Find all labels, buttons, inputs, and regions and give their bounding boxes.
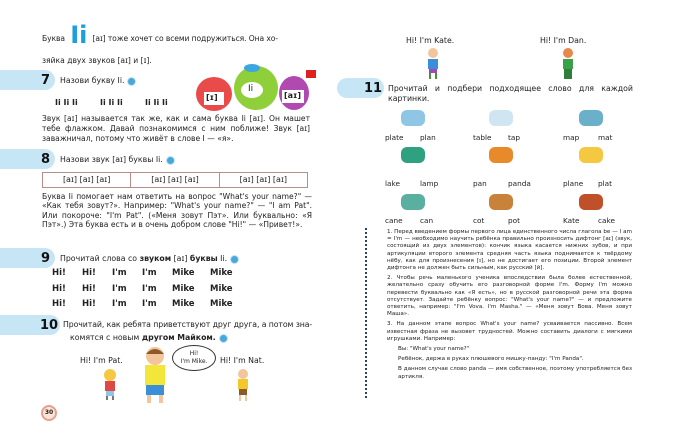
word-item: Mike (210, 284, 233, 294)
word-item: I'm (112, 299, 127, 309)
exercise-7-task (60, 76, 136, 86)
word-option[interactable]: table (473, 133, 492, 142)
word-item: I'm (112, 268, 127, 278)
speech-bubble (172, 345, 216, 371)
word-option[interactable]: map (563, 133, 580, 142)
picture-lamp (397, 143, 429, 167)
sound-cell: [aɪ] [aɪ] [aɪ] (43, 173, 131, 187)
letter-group: Ii Ii Ii (55, 98, 78, 107)
exercise-10-number: 10 (40, 318, 59, 333)
word-option[interactable]: Kate (563, 216, 580, 225)
task-text: Ii. (220, 254, 228, 263)
task-text: Назови звук [aɪ] буквы Ii. (60, 155, 163, 164)
word-item: Mike (172, 284, 195, 294)
bubble-line: Hi! (189, 350, 199, 357)
dan-greeting: Hi! I'm Dan. (540, 36, 587, 45)
word-item: Hi! (52, 299, 66, 309)
audio-icon[interactable] (230, 255, 239, 264)
exercise-9-task (60, 254, 239, 264)
audio-icon[interactable] (166, 156, 175, 165)
word-option[interactable]: mat (598, 133, 613, 142)
exercise-11-task: Прочитай и подбери подходящее слово для каждой картинки. (388, 84, 633, 103)
word-option[interactable]: lake (385, 179, 400, 188)
word-item: Mike (210, 299, 233, 309)
big-letter: Ii (70, 21, 88, 49)
word-item: I'm (142, 284, 157, 294)
note-article: В данном случае слово panda — имя собственное, поэтому употребляется без артикля. (398, 366, 632, 380)
word-option[interactable]: can (420, 216, 434, 225)
intro-rest: [aɪ] тоже хочет со всеми подружиться. Она хо- (92, 34, 278, 43)
exercise-7-number: 7 (41, 73, 51, 88)
intro-line1 (42, 21, 278, 49)
monster-label: [ɪ] (206, 93, 218, 102)
picture-panda (485, 143, 517, 167)
bubble-line: I'm Mike. (180, 358, 208, 365)
note-2: 2. Чтобы речь маленького ученика впоследствии была более естественной, желательно сразу обучить его разговорной форме I'm. Форму I'm можно перевести буквально как «Я есть», но в русской разговорной речи эта форма отсутствует. Задайте ребёнку вопрос: "What's your name?" — и предложите ответить, например: "I'm Vova. I'm Masha." — «Меня зовут Вова. Меня зовут Маша». (387, 275, 632, 318)
word-item: Hi! (82, 299, 96, 309)
word-item: Mike (172, 268, 195, 278)
picture-cake (575, 190, 607, 214)
note-example-child: Ребёнок, держа в руках плюшевого мишку-панду: "I'm Panda". (398, 356, 584, 363)
monster-label: [aɪ] (284, 91, 302, 100)
notes-divider (365, 228, 367, 398)
exercise-11-number: 11 (364, 81, 383, 96)
word-option[interactable]: tap (508, 133, 520, 142)
intro-word: Буква (42, 34, 65, 43)
letter-group: Ii Ii Ii (145, 98, 168, 107)
picture-tap (485, 106, 517, 130)
word-option[interactable]: cane (385, 216, 403, 225)
boy-mike-illustration (138, 346, 172, 404)
word-option[interactable]: pan (473, 179, 487, 188)
girl-pat-illustration (95, 368, 125, 400)
task-bold: звуком (139, 254, 172, 263)
audio-icon[interactable] (219, 334, 228, 343)
task-bold: другом Майком. (141, 333, 216, 342)
word-option[interactable]: pot (508, 216, 520, 225)
word-option[interactable]: plane (563, 179, 584, 188)
exercise-10-task-line2 (70, 333, 228, 343)
note-3: 3. На данном этапе вопрос What's your name? усваивается пассивно. Всем известная фраза не вызовет трудностей. Можно составить диалоги с мягкими игрушками. Например: (387, 321, 632, 342)
word-option[interactable]: cake (598, 216, 615, 225)
word-option[interactable]: panda (508, 179, 531, 188)
boy-nat-illustration (232, 368, 254, 402)
picture-plan (397, 106, 429, 130)
audio-icon[interactable] (127, 77, 136, 86)
word-item: Hi! (82, 284, 96, 294)
task-text: комятся с новым (70, 333, 140, 342)
sound-cell: [aɪ] [aɪ] [aɪ] (239, 175, 288, 184)
letter-group: Ii Ii Ii (100, 98, 123, 107)
sound-table (42, 172, 308, 188)
note-1: 1. Перед введением формы первого лица единственного числа глагола be — I am = I'm — необходимо научить ребёнка правильно произносить дифтонг [aɪ] (звук, состоящий из двух элементов): кончик языка касается нижних зубов, и при артикуляции второго элемента средняя часть языка поднимается к твёрдому нёбу, как для произнесения [ɪ], но не достигает его позиции. Второй элемент дифтонга не должен быть сильным, как русский [й]. (387, 229, 632, 272)
girl-kate-illustration (420, 47, 446, 79)
word-item: Mike (210, 268, 233, 278)
paragraph-sound: Звук [aɪ] называется так же, как и сама буква Ii [aɪ]. Он машет тебе флажком. Давай познакомимся с ним поближе! Звук [aɪ] заважничал, потому что живёт в слове I — «я». (42, 114, 310, 143)
kate-greeting: Hi! I'm Kate. (406, 36, 455, 45)
word-option[interactable]: cot (473, 216, 485, 225)
boy-dan-illustration (555, 47, 581, 81)
exercise-8-task (60, 155, 175, 165)
task-text: Назови букву Ii. (60, 76, 125, 85)
teacher-notes (387, 229, 632, 384)
picture-can (397, 190, 429, 214)
monster-label: Ii (248, 84, 254, 94)
nat-greeting: Hi! I'm Nat. (220, 356, 265, 365)
exercise-8-number: 8 (41, 152, 51, 167)
word-item: Mike (172, 299, 195, 309)
word-option[interactable]: plate (385, 133, 404, 142)
task-bold: буквы (189, 254, 218, 263)
word-item: I'm (112, 284, 127, 294)
page-number: 30 (41, 405, 57, 421)
word-item: I'm (142, 268, 157, 278)
word-option[interactable]: lamp (420, 179, 439, 188)
word-option[interactable]: plat (598, 179, 612, 188)
note-example-you: Вы: "What's your name?" (398, 346, 470, 353)
word-item: Hi! (82, 268, 96, 278)
picture-pot (485, 190, 517, 214)
picture-mat (575, 106, 607, 130)
exercise-9-number: 9 (41, 251, 51, 266)
pat-greeting: Hi! I'm Pat. (80, 356, 123, 365)
intro-line2: зяйка двух звуков [aɪ] и [ɪ]. (42, 56, 152, 65)
exercise-10-task-line1: Прочитай, как ребята приветствуют друг друга, а потом зна- (63, 320, 313, 329)
task-text: Прочитай слова со (60, 254, 138, 263)
picture-plat (575, 143, 607, 167)
word-item: I'm (142, 299, 157, 309)
task-text: [aɪ] (173, 254, 188, 263)
word-item: Hi! (52, 268, 66, 278)
monsters-illustration (190, 64, 318, 112)
sound-cell: [aɪ] [aɪ] [aɪ] (131, 173, 219, 187)
word-item: Hi! (52, 284, 66, 294)
word-option[interactable]: plan (420, 133, 436, 142)
paragraph-letter-usage: Буква Ii помогает нам ответить на вопрос "What's your name?" — «Как тебя зовут?». Например: "What's your name?" — "I am Pat". Или покороче: "I'm Pat". («Меня зовут Пэт». Или буквально: «Я Пэт».) Эта буква есть и в очень добром слове "Hi!" — «Привет!». (42, 192, 312, 230)
